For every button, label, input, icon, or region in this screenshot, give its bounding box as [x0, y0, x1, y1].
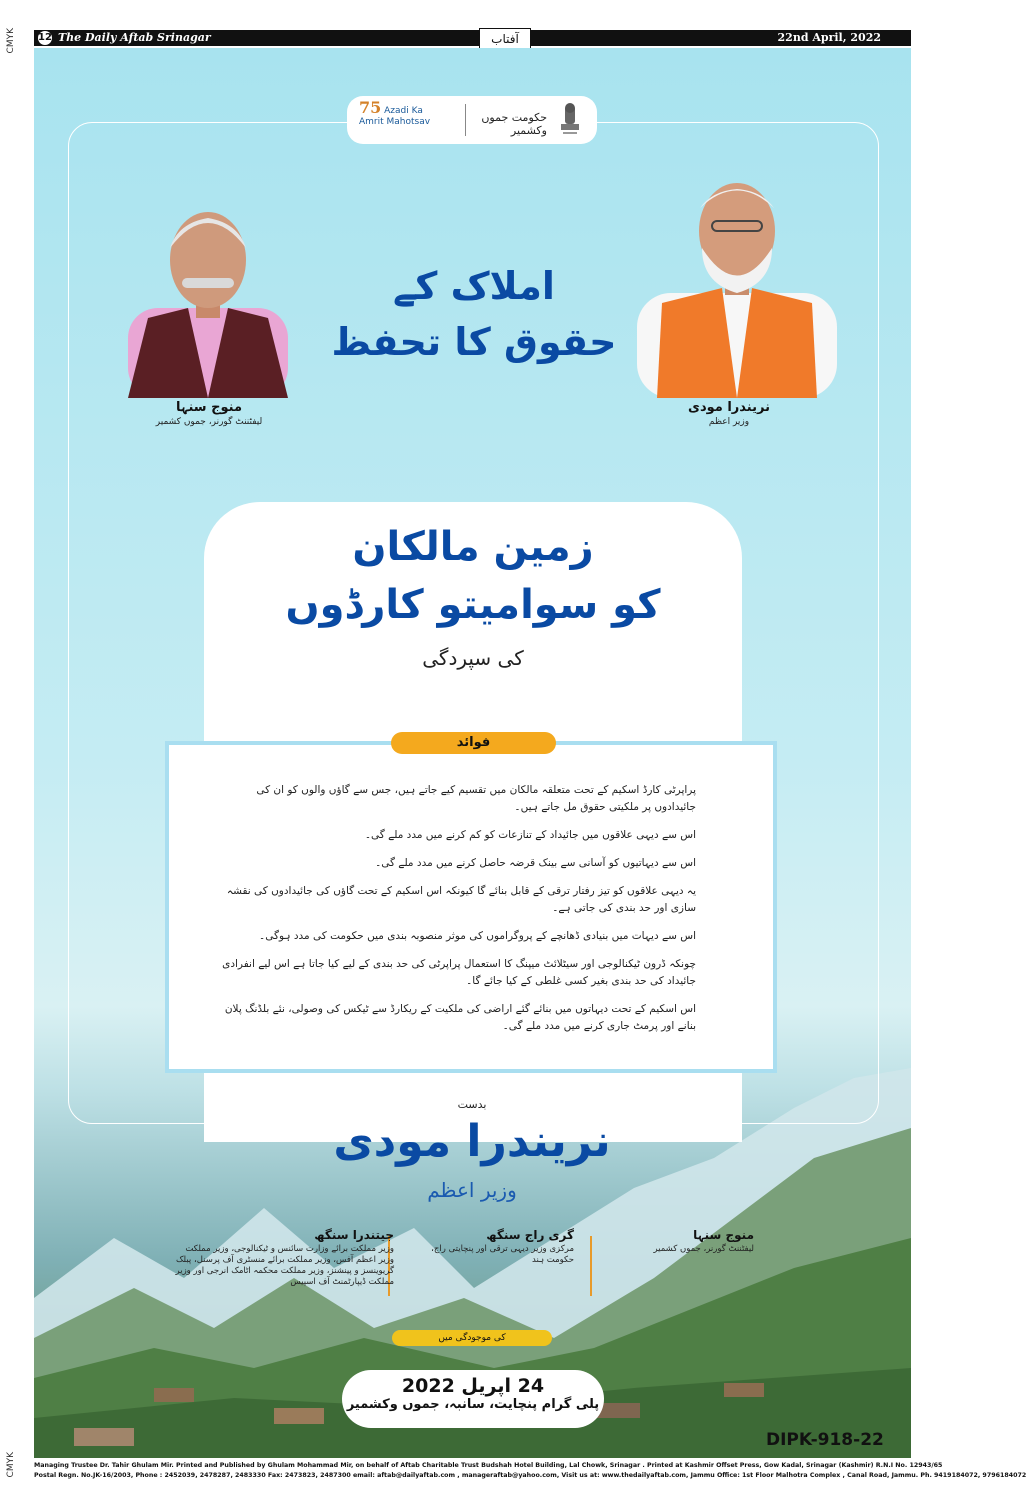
- official-divider: [590, 1236, 592, 1296]
- official-name: منوج سنہا: [693, 1228, 754, 1242]
- right-person-photo: [632, 153, 842, 398]
- event-location: پلی گرام پنچایت، سانبہ، جموں وکشمیر: [346, 1397, 600, 1412]
- benefit-item: چونکہ ڈرون ٹیکنالوجی اور سیٹلائٹ میپنگ کا استعمال پراپرٹی کی حد بندی کے لیے کیا جاتا ہے اس لیے انفرادی جائیداد کی حد بندی بغیر کسی غلطی کے کیا جائے گا۔: [222, 958, 696, 987]
- imprint-line-1: Managing Trustee Dr. Tahir Ghulam Mir. Printed and Published by Ghulam Mohammad Mir, on behalf of Aftab Charitable Trust Budshah Hotel Building, Lal Chowk, Srinagar . Printed at Kashmir Offset Press, Gow Kadal, Srinagar (Kashmir) R.N.I No. 12943/65: [34, 1462, 943, 1469]
- officials-row: [164, 1228, 776, 1338]
- presence-label: کی موجودگی میں: [392, 1330, 552, 1346]
- official-name: جیتندرا سنگھ: [314, 1228, 394, 1242]
- cmyk-marker: CMYK: [6, 28, 16, 54]
- official-designation: وزیر مملکت برائے وزارت سائنس و ٹیکنالوجی، وزیر مملکت وزیر اعظم آفس، وزیر مملکت برائے منسٹری آف پرسنل، پبلک گریوینسز و پینشنز، وزیر مملکت محکمہ اٹامک انرجی اور وزیر مملکت ڈیپارٹمنٹ آف اسپیس: [175, 1244, 394, 1287]
- benefit-item: پراپرٹی کارڈ اسکیم کے تحت متعلقہ مالکان میں تقسیم کیے جاتے ہیں، جس سے گاؤں والوں کو ان کی جائیدادوں پر ملکیتی حقوق مل جاتے ہیں۔: [256, 784, 696, 813]
- by-label: بدست: [457, 1098, 487, 1111]
- person-illustration-right: [632, 153, 842, 398]
- imprint-line-2: Postal Regn. No.JK-16/2003, Phone : 2452039, 2478287, 2483330 Fax: 2473823, 2487300 email: aftab@dailyaftab.com , manageraftab@yahoo.com, Visit us at: www.thedailyaftab.com, Jammu Office: 1st Floor Malhotra Complex , Canal Road, Jammu. Ph. 9419184072, 9796184072: [34, 1472, 1026, 1479]
- headline-line-2: حقوق کا تحفظ: [331, 320, 617, 364]
- official-designation: لیفٹننٹ گورنر، جموں کشمیر: [653, 1244, 754, 1254]
- right-person-designation: وزیر اعظم: [708, 417, 750, 427]
- advertisement: [34, 48, 911, 1458]
- cmyk-marker-bottom: CMYK: [6, 1452, 16, 1478]
- masthead-logo: آفتاب: [479, 28, 531, 50]
- official-3: [174, 1228, 394, 1288]
- azadi-ka-amrit-mahotsav-logo: [359, 98, 437, 138]
- left-person-designation: لیفٹننٹ گورنر، جموں کشمیر: [155, 417, 263, 427]
- card-title-line-2: کو سوامیتو کارڈوں: [285, 582, 661, 628]
- left-person-name: منوج سنہا: [176, 400, 242, 415]
- left-person-photo: [108, 188, 308, 398]
- publication-date: 22nd April, 2022: [777, 31, 881, 44]
- official-2: [404, 1228, 574, 1266]
- state-emblem-icon: [557, 102, 583, 138]
- event-date: 24 اپریل 2022: [401, 1375, 545, 1397]
- official-designation: مرکزی وزیر دیہی ترقی اور پنچایتی راج، حکومت ہند: [431, 1244, 574, 1265]
- benefit-item: اس سے دیہاتیوں کو آسانی سے بینک قرضہ حاصل کرنے میں مدد ملے گی۔: [375, 857, 696, 869]
- presenter-name: نریندرا مودی: [333, 1116, 611, 1167]
- azadi-line2: Ka: [411, 106, 423, 116]
- benefit-item: اس اسکیم کے تحت دیہاتوں میں بنائے گئے اراضی کی ملکیت کے ریکارڈ سے ٹیکس کی وصولی، نئے بلڈنگ پلان بنانے اور پرمٹ جاری کرنے میں مدد ملے گی۔: [224, 1003, 696, 1032]
- left-person-caption: [114, 400, 304, 427]
- azadi-75-mark: 75: [359, 98, 382, 117]
- publication-name: The Daily Aftab Srinagar: [58, 31, 211, 44]
- azadi-line3: Amrit Mahotsav: [359, 117, 431, 127]
- benefit-item: اس سے دیہی علاقوں میں جائیداد کے تنازعات کو کم کرنے میں مدد ملے گی۔: [364, 829, 696, 841]
- benefit-item: اس سے دیہات میں بنیادی ڈھانچے کے پروگراموں کی موثر منصوبہ بندی میں حکومت کی مدد ہوگی۔: [259, 930, 696, 942]
- page-header-strip: [34, 30, 911, 46]
- card-title-line-1: زمین مالکان: [352, 524, 594, 570]
- right-person-caption: [634, 400, 824, 427]
- official-name: گری راج سنگھ: [486, 1228, 574, 1242]
- logo-panel: [347, 96, 597, 144]
- benefits-list: [222, 782, 696, 1046]
- event-box: [342, 1370, 604, 1428]
- card-title: [204, 518, 742, 634]
- imprint-footer: [34, 1461, 1026, 1481]
- benefits-title: فوائد: [391, 732, 556, 754]
- logo-divider: [465, 104, 466, 136]
- headline-line-1: املاک کے: [393, 264, 555, 308]
- benefit-item: یہ دیہی علاقوں کو تیز رفتار ترقی کے قابل بنائے گا کیونکہ اس اسکیم کے تحت گاؤں کی جائیدادوں کی نقشہ سازی اور حد بندی کی جاتی ہے۔: [226, 885, 696, 914]
- headline: [324, 258, 624, 370]
- right-person-name: نریندرا مودی: [688, 400, 770, 415]
- official-1: [604, 1228, 754, 1255]
- page-number: 12: [38, 32, 52, 43]
- government-text: حکومت جموں وکشمیر: [481, 111, 547, 137]
- presenter-title: وزیر اعظم: [427, 1178, 517, 1202]
- card-subtitle: کی سپردگی: [422, 646, 524, 670]
- person-illustration: [108, 188, 308, 398]
- ad-code: DIPK-918-22: [766, 1430, 884, 1450]
- azadi-line1: Azadi: [384, 106, 409, 116]
